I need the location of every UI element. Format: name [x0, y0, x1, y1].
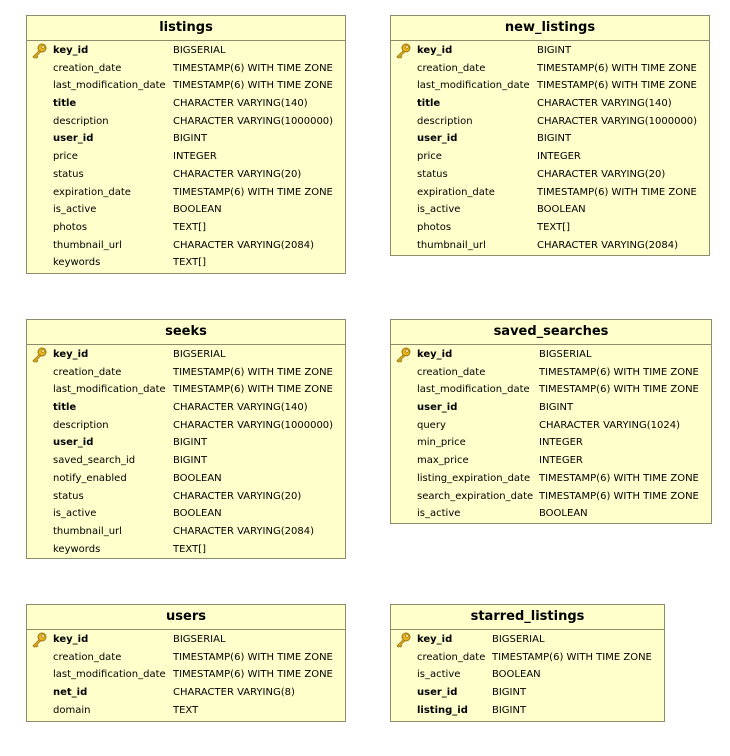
column-type: TEXT[] — [537, 221, 571, 233]
table-row — [27, 666, 345, 684]
table-row — [391, 42, 709, 60]
table-row — [27, 364, 345, 382]
column-type: TEXT[] — [173, 543, 207, 555]
table-row — [27, 254, 345, 272]
key-icon — [31, 43, 47, 59]
column-name: net_id — [53, 687, 88, 699]
column-type: CHARACTER VARYING(8) — [173, 687, 295, 699]
column-type: BOOLEAN — [539, 508, 588, 520]
column-name: title — [53, 402, 77, 414]
column-name: last_modification_date — [53, 384, 166, 396]
column-name: status — [53, 490, 84, 502]
table-row — [27, 434, 345, 452]
column-type: BIGINT — [173, 133, 208, 145]
column-type: BIGINT — [173, 455, 208, 467]
column-name: last_modification_date — [53, 669, 166, 681]
column-type: INTEGER — [539, 455, 583, 467]
column-name: photos — [417, 221, 452, 233]
key-icon — [395, 43, 411, 59]
column-name: creation_date — [417, 651, 486, 663]
column-name: creation_date — [417, 366, 486, 378]
column-name: is_active — [417, 508, 461, 520]
column-name: status — [53, 168, 84, 180]
column-name: thumbnail_url — [53, 239, 122, 251]
table-row — [391, 399, 711, 417]
column-name: keywords — [53, 543, 101, 555]
table-columns — [27, 630, 345, 719]
column-name: user_id — [417, 133, 458, 145]
table-seeks — [26, 319, 346, 559]
table-row — [391, 649, 664, 667]
table-listings — [26, 15, 346, 274]
table-title: saved_searches — [391, 320, 711, 345]
table-row — [27, 684, 345, 702]
column-name: expiration_date — [53, 186, 131, 198]
column-name: description — [53, 419, 109, 431]
column-name: title — [417, 98, 441, 110]
table-row — [391, 60, 709, 78]
column-name: is_active — [53, 508, 97, 520]
column-type: BIGINT — [537, 133, 572, 145]
column-name: last_modification_date — [417, 80, 530, 92]
column-type: TIMESTAMP(6) WITH TIME ZONE — [173, 651, 333, 663]
key-icon — [395, 347, 411, 363]
table-row — [27, 488, 345, 506]
column-type: TIMESTAMP(6) WITH TIME ZONE — [539, 384, 699, 396]
column-type: TIMESTAMP(6) WITH TIME ZONE — [539, 366, 699, 378]
table-row — [27, 381, 345, 399]
column-name: query — [417, 419, 446, 431]
column-name: description — [417, 115, 473, 127]
table-row — [391, 488, 711, 506]
table-row — [391, 470, 711, 488]
table-row — [27, 42, 345, 60]
column-name: title — [53, 98, 77, 110]
column-type: BIGSERIAL — [539, 349, 592, 360]
column-name: last_modification_date — [53, 80, 166, 92]
column-name: saved_search_id — [53, 455, 136, 467]
table-title: starred_listings — [391, 605, 664, 630]
column-type: CHARACTER VARYING(140) — [537, 98, 672, 110]
column-name: photos — [53, 221, 88, 233]
table-row — [391, 130, 709, 148]
table-row — [391, 364, 711, 382]
table-row — [27, 631, 345, 649]
table-row — [27, 184, 345, 202]
column-name: listing_id — [417, 704, 468, 716]
column-type: INTEGER — [173, 151, 217, 163]
column-type: BOOLEAN — [492, 669, 541, 681]
column-name: key_id — [53, 349, 89, 360]
column-name: is_active — [53, 204, 97, 216]
column-type: TIMESTAMP(6) WITH TIME ZONE — [173, 186, 333, 198]
table-row — [391, 184, 709, 202]
column-type: CHARACTER VARYING(20) — [173, 168, 302, 180]
column-name: description — [53, 115, 109, 127]
column-type: TIMESTAMP(6) WITH TIME ZONE — [539, 472, 699, 484]
table-columns — [391, 345, 711, 523]
table-columns — [391, 41, 709, 254]
column-type: TIMESTAMP(6) WITH TIME ZONE — [537, 80, 697, 92]
table-row — [391, 346, 711, 364]
table-row — [391, 113, 709, 131]
table-row — [391, 219, 709, 237]
column-type: CHARACTER VARYING(2084) — [537, 239, 678, 251]
column-type: CHARACTER VARYING(20) — [173, 490, 302, 502]
column-type: TIMESTAMP(6) WITH TIME ZONE — [492, 651, 652, 663]
table-row — [27, 60, 345, 78]
column-name: creation_date — [53, 62, 122, 74]
column-name: keywords — [53, 257, 101, 269]
column-name: thumbnail_url — [53, 525, 122, 537]
table-row — [27, 113, 345, 131]
column-type: CHARACTER VARYING(1000000) — [173, 115, 334, 127]
table-row — [27, 649, 345, 667]
column-type: BIGINT — [539, 402, 574, 414]
table-row — [27, 201, 345, 219]
table-row — [391, 148, 709, 166]
column-name: user_id — [53, 437, 94, 449]
table-columns — [27, 345, 345, 558]
column-name: user_id — [417, 687, 458, 699]
column-type: BIGSERIAL — [173, 349, 226, 360]
column-type: CHARACTER VARYING(1024) — [539, 419, 680, 431]
column-name: creation_date — [53, 651, 122, 663]
column-name: price — [53, 151, 78, 163]
column-type: CHARACTER VARYING(1000000) — [173, 419, 334, 431]
table-row — [27, 399, 345, 417]
key-icon — [31, 632, 47, 648]
table-columns — [391, 630, 664, 719]
table-users — [26, 604, 346, 722]
table-row — [27, 95, 345, 113]
table-new-listings — [390, 15, 710, 256]
column-type: CHARACTER VARYING(20) — [537, 168, 666, 180]
column-type: TIMESTAMP(6) WITH TIME ZONE — [537, 186, 697, 198]
table-row — [27, 417, 345, 435]
table-title: new_listings — [391, 16, 709, 41]
table-row — [391, 417, 711, 435]
column-name: is_active — [417, 669, 461, 681]
table-row — [27, 148, 345, 166]
table-row — [391, 452, 711, 470]
table-row — [27, 166, 345, 184]
table-row — [391, 434, 711, 452]
table-row — [27, 541, 345, 559]
table-title: seeks — [27, 320, 345, 345]
column-type: INTEGER — [539, 437, 583, 449]
column-name: user_id — [53, 133, 94, 145]
table-row — [27, 346, 345, 364]
column-type: BIGSERIAL — [492, 634, 545, 645]
column-type: BOOLEAN — [173, 204, 222, 216]
table-row — [27, 523, 345, 541]
column-type: TIMESTAMP(6) WITH TIME ZONE — [173, 62, 333, 74]
column-type: BIGINT — [492, 687, 527, 699]
column-name: creation_date — [53, 366, 122, 378]
column-type: TIMESTAMP(6) WITH TIME ZONE — [173, 384, 333, 396]
column-type: BIGINT — [173, 437, 208, 449]
table-row — [27, 702, 345, 720]
column-name: listing_expiration_date — [417, 472, 531, 484]
column-name: key_id — [417, 45, 453, 56]
column-name: notify_enabled — [53, 472, 127, 484]
column-name: key_id — [53, 45, 89, 56]
table-row — [391, 237, 709, 255]
table-row — [391, 684, 664, 702]
column-type: TEXT — [173, 704, 199, 716]
column-type: BOOLEAN — [173, 472, 222, 484]
column-type: TEXT[] — [173, 221, 207, 233]
table-saved-searches — [390, 319, 712, 524]
column-name: price — [417, 151, 442, 163]
column-name: key_id — [417, 634, 453, 645]
table-row — [27, 470, 345, 488]
table-row — [391, 702, 664, 720]
table-row — [27, 77, 345, 95]
column-type: BIGINT — [537, 45, 572, 56]
column-type: INTEGER — [537, 151, 581, 163]
column-name: thumbnail_url — [417, 239, 486, 251]
column-name: last_modification_date — [417, 384, 530, 396]
table-row — [27, 219, 345, 237]
column-type: TIMESTAMP(6) WITH TIME ZONE — [173, 669, 333, 681]
table-row — [27, 237, 345, 255]
column-name: max_price — [417, 455, 469, 467]
column-name: status — [417, 168, 448, 180]
column-name: creation_date — [417, 62, 486, 74]
column-type: TEXT[] — [173, 257, 207, 269]
key-icon — [395, 632, 411, 648]
table-row — [27, 452, 345, 470]
column-name: expiration_date — [417, 186, 495, 198]
key-icon — [31, 347, 47, 363]
column-type: TIMESTAMP(6) WITH TIME ZONE — [173, 80, 333, 92]
column-type: CHARACTER VARYING(2084) — [173, 239, 314, 251]
column-name: user_id — [417, 402, 458, 414]
column-type: CHARACTER VARYING(140) — [173, 98, 308, 110]
table-row — [391, 631, 664, 649]
table-row — [391, 201, 709, 219]
column-type: TIMESTAMP(6) WITH TIME ZONE — [539, 490, 699, 502]
table-row — [391, 166, 709, 184]
column-type: TIMESTAMP(6) WITH TIME ZONE — [173, 366, 333, 378]
column-name: search_expiration_date — [417, 490, 534, 502]
column-type: BOOLEAN — [173, 508, 222, 520]
column-type: BIGSERIAL — [173, 45, 226, 56]
column-name: domain — [53, 704, 91, 716]
table-row — [391, 77, 709, 95]
column-type: CHARACTER VARYING(140) — [173, 402, 308, 414]
column-name: key_id — [417, 349, 453, 360]
table-title: listings — [27, 16, 345, 41]
table-row — [27, 505, 345, 523]
table-row — [391, 505, 711, 523]
table-row — [27, 130, 345, 148]
table-row — [391, 666, 664, 684]
table-columns — [27, 41, 345, 272]
column-type: TIMESTAMP(6) WITH TIME ZONE — [537, 62, 697, 74]
column-name: key_id — [53, 634, 89, 645]
table-row — [391, 95, 709, 113]
column-type: CHARACTER VARYING(1000000) — [537, 115, 698, 127]
table-row — [391, 381, 711, 399]
column-type: BOOLEAN — [537, 204, 586, 216]
column-name: min_price — [417, 437, 466, 449]
column-type: BIGINT — [492, 704, 527, 716]
table-starred-listings — [390, 604, 665, 722]
column-name: is_active — [417, 204, 461, 216]
column-type: CHARACTER VARYING(2084) — [173, 525, 314, 537]
table-title: users — [27, 605, 345, 630]
column-type: BIGSERIAL — [173, 634, 226, 645]
